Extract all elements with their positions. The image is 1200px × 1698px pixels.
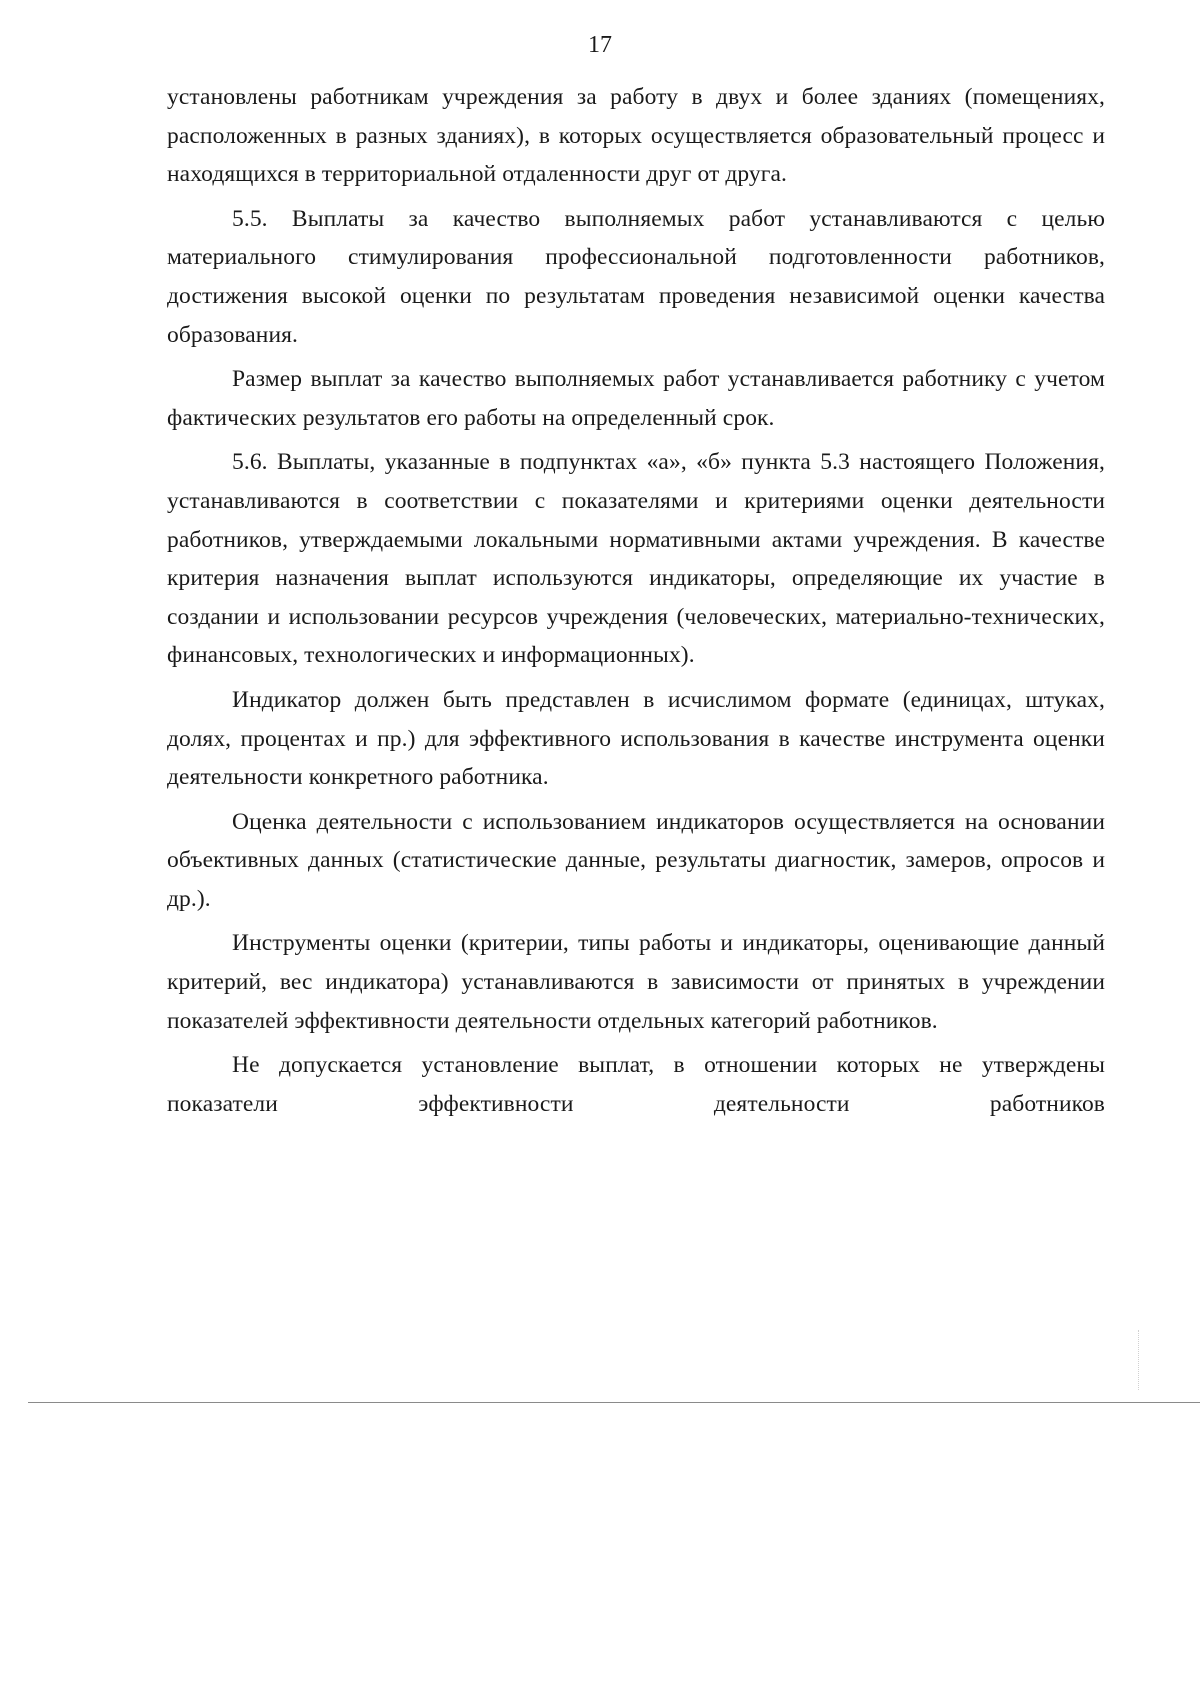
- paragraph-payment-size: Размер выплат за качество выполняемых работ устанавливается работнику с учетом фактических результатов его работы на определенный срок.: [167, 366, 1105, 431]
- page-number: 17: [588, 32, 612, 58]
- paragraph-assessment-tools: Инструменты оценки (критерии, типы работы и индикаторы, оценивающие данный критерий, вес индикатора) устанавливаются в зависимости от принятых в учреждении показателей эффективности деятельности отдельных категорий работников.: [167, 930, 1105, 1034]
- paragraph-not-allowed: Не допускается установление выплат, в отношении которых не утверждены показатели эффективности деятельности работников: [167, 1052, 1105, 1117]
- paragraph-continuation: установлены работникам учреждения за работу в двух и более зданиях (помещениях, расположенных в разных зданиях), в которых осуществляется образовательный процесс и находящихся в территориальной отдаленности друг от друга.: [167, 84, 1105, 188]
- paragraph-5-5: 5.5. Выплаты за качество выполняемых работ устанавливаются с целью материального стимулирования профессиональной подготовленности работников, достижения высокой оценки по результатам проведения независимой оценки качества образования.: [167, 205, 1105, 348]
- paragraph-assessment: Оценка деятельности с использованием индикаторов осуществляется на основании объективных данных (статистические данные, результаты диагностик, замеров, опросов и др.).: [167, 808, 1105, 912]
- paragraph-5-6: 5.6. Выплаты, указанные в подпунктах «а», «б» пункта 5.3 настоящего Положения, устанавливаются в соответствии с показателями и критериями оценки деятельности работников, утверждаемыми локальными нормативными актами учреждения. В качестве критерия назначения выплат используются индикаторы, определяющие их участие в создании и использовании ресурсов учреждения (человеческих, материально-технических, финансовых, технологических и информационных).: [167, 449, 1105, 669]
- paragraph-indicator-format: Индикатор должен быть представлен в исчислимом формате (единицах, штуках, долях, процентах и пр.) для эффективного использования в качестве инструмента оценки деятельности конкретного работника.: [167, 686, 1105, 791]
- scan-artifact: [1138, 1330, 1139, 1390]
- document-body: [167, 78, 1105, 1123]
- page-bottom-divider: [28, 1402, 1200, 1403]
